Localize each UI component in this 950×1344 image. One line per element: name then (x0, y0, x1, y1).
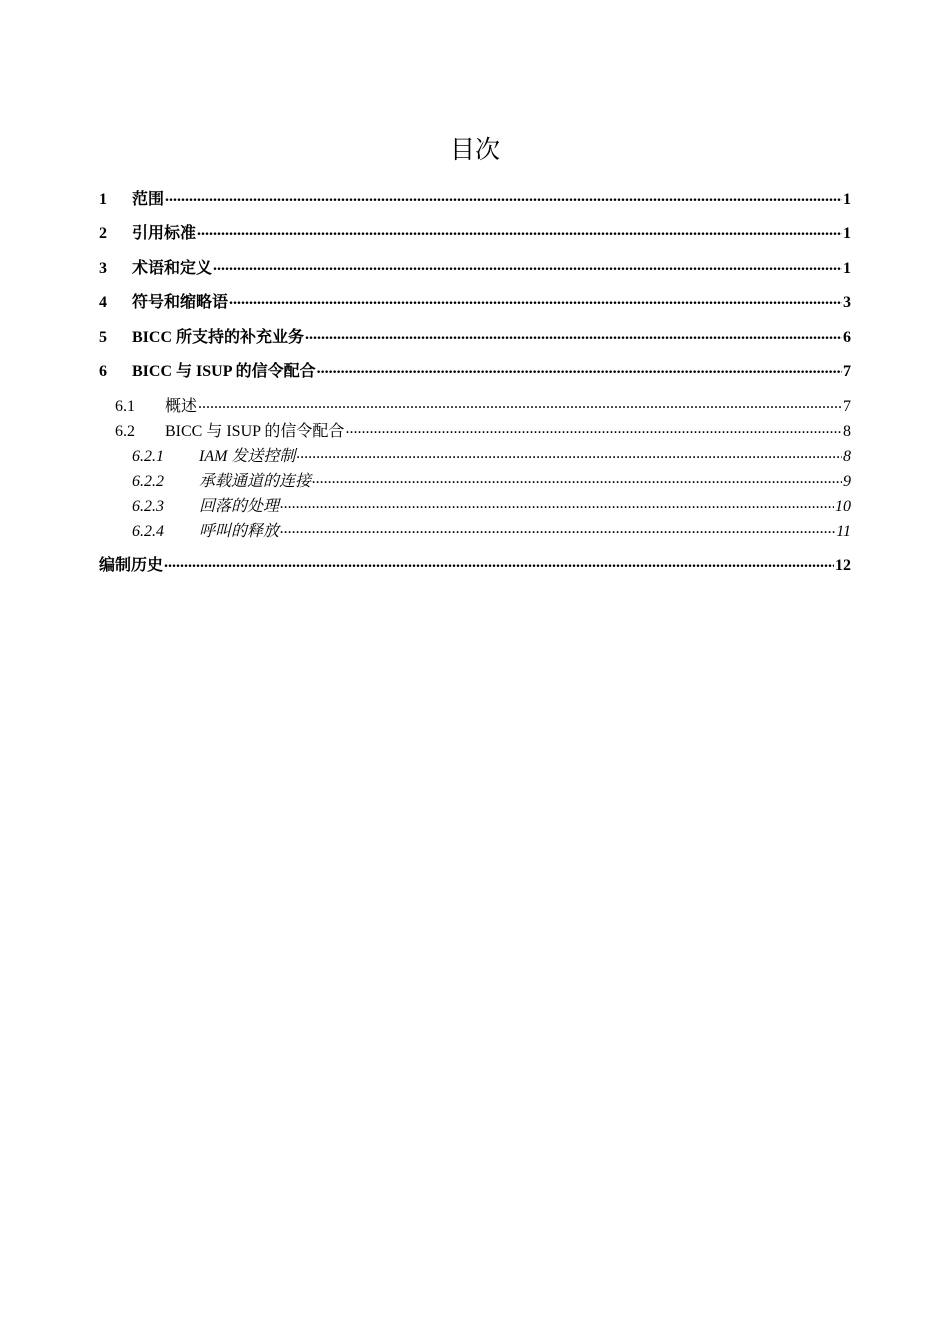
toc-entry-number: 6.2 (115, 423, 135, 440)
toc-entry-label: 引用标准 (132, 225, 197, 242)
toc-entry-4[interactable] (99, 289, 851, 311)
toc-entry-number: 6.2.2 (132, 473, 164, 490)
toc-entry-page: 11 (836, 523, 851, 540)
toc-entry-2[interactable] (99, 220, 851, 242)
dot-leader (164, 554, 834, 570)
dot-leader (305, 326, 842, 342)
toc-entry-label: 承载通道的连接 (199, 473, 312, 490)
toc-entry-6-2-1[interactable] (132, 443, 851, 465)
toc-entry-history[interactable] (99, 552, 851, 574)
dot-leader (296, 445, 842, 461)
toc-entry-6-2-2[interactable] (132, 468, 851, 490)
dot-leader (345, 420, 842, 436)
toc-entry-label: 术语和定义 (132, 260, 213, 277)
toc-entry-number: 6 (99, 363, 107, 380)
toc-entry-label: 概述 (165, 398, 198, 415)
dot-leader (165, 188, 842, 204)
toc-entry-label: 编制历史 (99, 557, 164, 574)
dot-leader (197, 222, 842, 238)
toc-entry-label: 范围 (132, 191, 165, 208)
toc-entry-number: 6.1 (115, 398, 135, 415)
toc-entry-6-2-3[interactable] (132, 493, 851, 515)
toc-entry-number: 4 (99, 294, 107, 311)
toc-entry-6-1[interactable] (115, 393, 851, 415)
toc-entry-page: 1 (843, 225, 851, 242)
dot-leader (280, 495, 834, 511)
toc-entry-number: 6.2.3 (132, 498, 164, 515)
toc-entry-label: BICC 与 ISUP 的信令配合 (165, 423, 345, 440)
toc-entry-number: 2 (99, 225, 107, 242)
toc-entry-number: 3 (99, 260, 107, 277)
toc-entry-6-2-4[interactable] (132, 518, 851, 540)
toc-entry-page: 3 (843, 294, 851, 311)
toc-entry-page: 9 (843, 473, 851, 490)
toc-entry-page: 8 (843, 423, 851, 440)
toc-entry-label: BICC 所支持的补充业务 (132, 329, 305, 346)
toc-entry-1[interactable] (99, 186, 851, 208)
dot-leader (213, 257, 842, 273)
toc-entry-number: 6.2.1 (132, 448, 164, 465)
toc-entry-page: 10 (835, 498, 851, 515)
toc-entry-6[interactable] (99, 358, 851, 380)
toc-entry-3[interactable] (99, 255, 851, 277)
toc-entry-page: 7 (843, 363, 851, 380)
toc-entry-page: 6 (843, 329, 851, 346)
toc-entry-page: 8 (843, 448, 851, 465)
dot-leader (317, 360, 842, 376)
dot-leader (198, 395, 842, 411)
toc-entry-page: 12 (835, 557, 851, 574)
toc-title: 目次 (449, 135, 500, 164)
toc-entry-5[interactable] (99, 324, 851, 346)
toc-entry-page: 1 (843, 191, 851, 208)
toc-entry-label: 符号和缩略语 (132, 294, 229, 311)
toc-entry-label: IAM 发送控制 (199, 448, 296, 465)
dot-leader (280, 520, 835, 536)
dot-leader (229, 291, 842, 307)
toc-entry-label: 回落的处理 (199, 498, 280, 515)
toc-entry-label: 呼叫的释放 (199, 523, 280, 540)
toc-entry-page: 1 (843, 260, 851, 277)
toc-entry-label: BICC 与 ISUP 的信令配合 (132, 363, 316, 380)
toc-entry-number: 5 (99, 329, 107, 346)
dot-leader (312, 470, 842, 486)
toc-entry-6-2[interactable] (115, 418, 851, 440)
toc-entry-number: 6.2.4 (132, 523, 164, 540)
toc-entry-page: 7 (843, 398, 851, 415)
toc-entry-number: 1 (99, 191, 107, 208)
